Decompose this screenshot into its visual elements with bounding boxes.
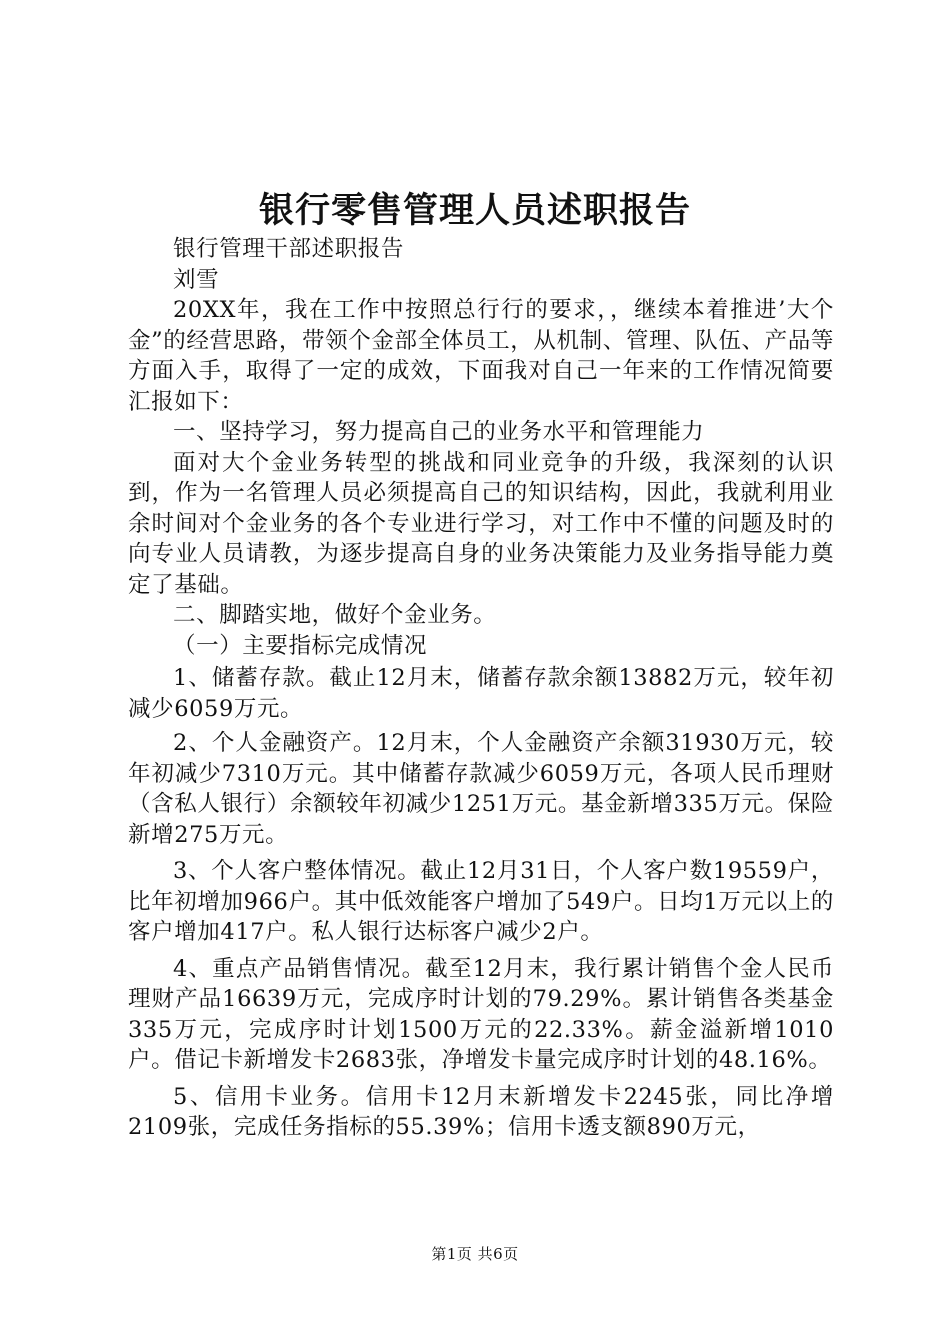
- page-footer: 第1页 共6页: [431, 1245, 519, 1263]
- section-heading-1: 一、坚持学习，努力提高自己的业务水平和管理能力: [173, 419, 705, 445]
- body-paragraph: 面对大个金业务转型的挑战和同业竞争的升级，我深刻的认识到，作为一名管理人员必须提高自己的知识结构，因此，我就利用业余时间对个金业务的各个专业进行学习，对工作中不懂的问题及时的向专业人员请教，为逐步提高自身的业务决策能力及业务指导能力奠定了基础。: [128, 449, 834, 598]
- intro-paragraph: 20XX年，我在工作中按照总行行的要求，，继续本着推进’大个金”的经营思路，带领个金部全体员工，从机制、管理、队伍、产品等方面入手，取得了一定的成效，下面我对自己一年来的工作情况简要汇报如下：: [128, 297, 834, 415]
- author-paragraph: 刘雪: [173, 266, 220, 293]
- item-paragraph-3: 3、个人客户整体情况。截止12月31日，个人客户数19559户，比年初增加966户。其中低效能客户增加了549户。日均1万元以上的客户增加417户。私人银行达标客户减少2户。: [128, 858, 834, 945]
- item-paragraph-2: 2、个人金融资产。12月末，个人金融资产余额31930万元，较年初减少7310万元。其中储蓄存款减少6059万元，各项人民币理财（含私人银行）余额较年初减少1251万元。基金新增335万元。保险新增275万元。: [128, 730, 834, 848]
- section-heading-2: 二、脚踏实地，做好个金业务。: [173, 602, 497, 628]
- subsection-heading: （一）主要指标完成情况: [173, 632, 428, 659]
- item-paragraph-5: 5、信用卡业务。信用卡12月末新增发卡2245张，同比净增2109张，完成任务指标的55.39%；信用卡透支额890万元，: [128, 1083, 834, 1140]
- item-paragraph-1: 1、储蓄存款。截止12月末，储蓄存款余额13882万元，较年初减少6059万元。: [128, 665, 834, 722]
- subtitle-paragraph: 银行管理干部述职报告: [173, 236, 405, 262]
- item-paragraph-4: 4、重点产品销售情况。截至12月末，我行累计销售个金人民币理财产品16639万元，完成序时计划的79.29%。累计销售各类基金335万元，完成序时计划1500万元的22.33%。薪金溢新增1010户。借记卡新增发卡2683张，净增发卡量完成序时计划的48.16%。: [128, 955, 834, 1073]
- document-title: 银行零售管理人员述职报告: [258, 190, 691, 231]
- document-body: [128, 234, 834, 1143]
